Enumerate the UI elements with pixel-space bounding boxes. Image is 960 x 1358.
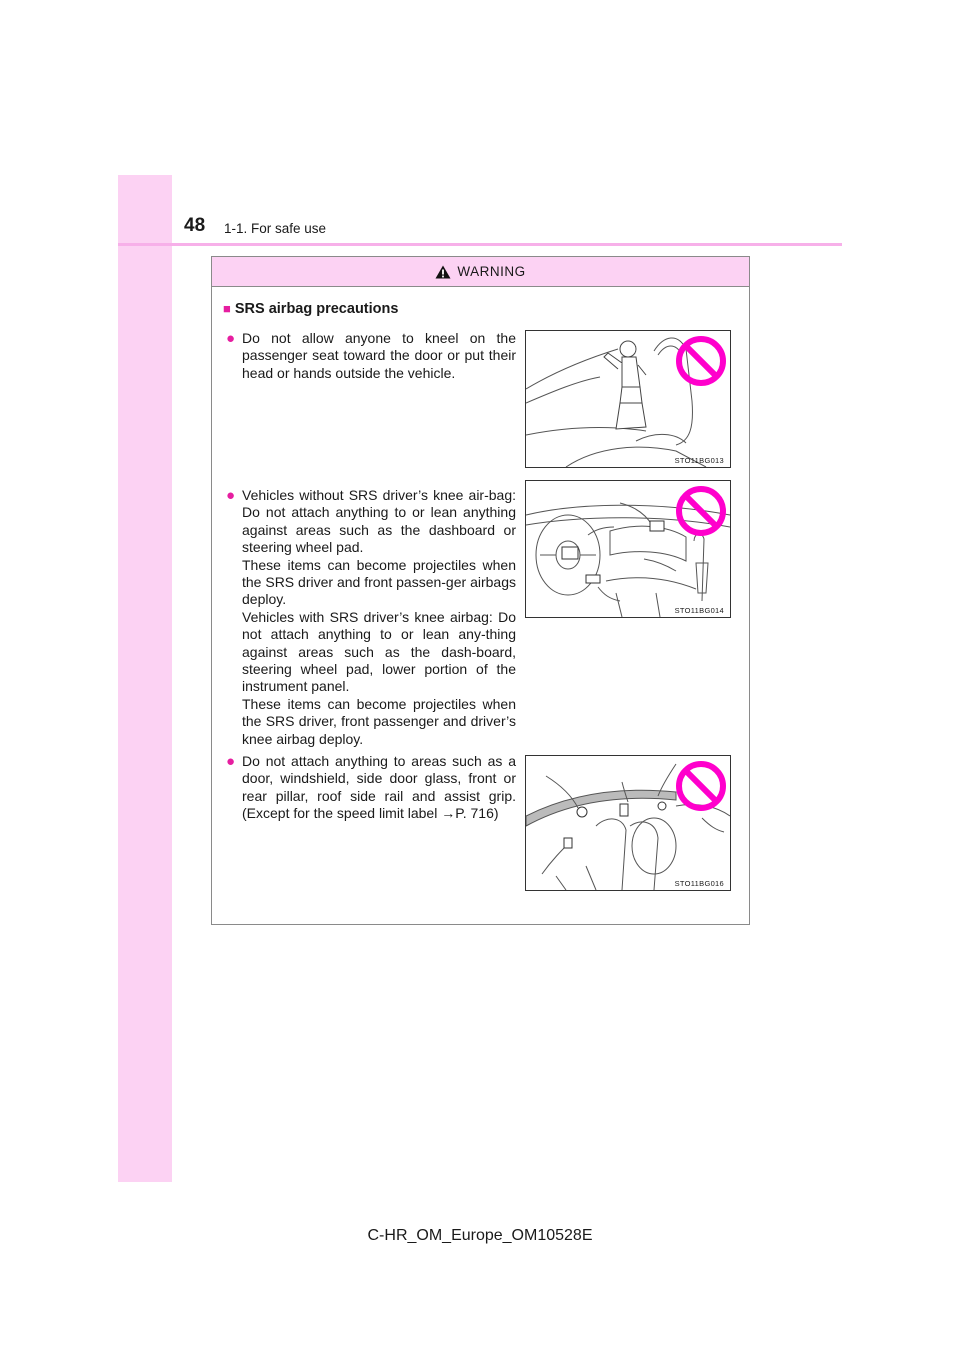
side-color-band (118, 175, 172, 1182)
bullet-dot-icon: ● (226, 487, 236, 504)
warning-box (211, 256, 750, 925)
section-title: 1-1. For safe use (224, 221, 327, 236)
bullet-dot-icon: ● (226, 753, 236, 770)
subhead-text: SRS airbag precautions (234, 301, 399, 317)
figure-code: STO11BG013 (674, 456, 724, 465)
prohibition-sign-icon (674, 759, 728, 813)
prohibition-sign-icon (674, 484, 728, 538)
figure-interior-pillars (525, 755, 731, 891)
item-text: Do not allow anyone to kneel on the passenger seat toward the door or put their head or hands outside the vehicle. (242, 330, 516, 381)
item-text: These items can become projectiles when the SRS driver and front passen-ger airbags deploy. (242, 556, 516, 608)
figure-code: STO11BG016 (674, 879, 724, 888)
subhead (223, 301, 398, 317)
figure-dashboard (525, 480, 731, 618)
warning-triangle-icon (435, 265, 451, 279)
warning-header (212, 257, 749, 287)
bullet-dot-icon: ● (226, 330, 236, 347)
warning-label: WARNING (457, 264, 526, 279)
prohibition-sign-icon (674, 334, 728, 388)
figure-kneeling-passenger (525, 330, 731, 468)
list-item (226, 487, 516, 748)
item-text: Vehicles without SRS driver’s knee air-bag: Do not attach anything to or lean anything against areas such as the dashboard or steering wheel pad. (242, 487, 516, 556)
item-text: Vehicles with SRS driver’s knee airbag: Do not attach anything to or lean any-thing against areas such as the dash-board, steering wheel pad, lower portion of the instrument panel. (242, 608, 516, 695)
footer-doc-id: C-HR_OM_Europe_OM10528E (367, 1227, 593, 1244)
item-text: These items can become projectiles when the SRS driver, front passenger and driver’s knee airbag deploy. (242, 695, 516, 747)
page-number: 48 (184, 215, 206, 236)
figure-code: STO11BG014 (674, 606, 724, 615)
item-text: Do not attach anything to areas such as a door, windshield, side door glass, front or rear pillar, roof side rail and assist grip. (Except for the speed limit label →P. 716) (242, 753, 516, 822)
header-rule (118, 243, 842, 246)
list-item (226, 753, 516, 823)
list-item (226, 330, 516, 382)
square-bullet-icon: ■ (223, 301, 231, 316)
